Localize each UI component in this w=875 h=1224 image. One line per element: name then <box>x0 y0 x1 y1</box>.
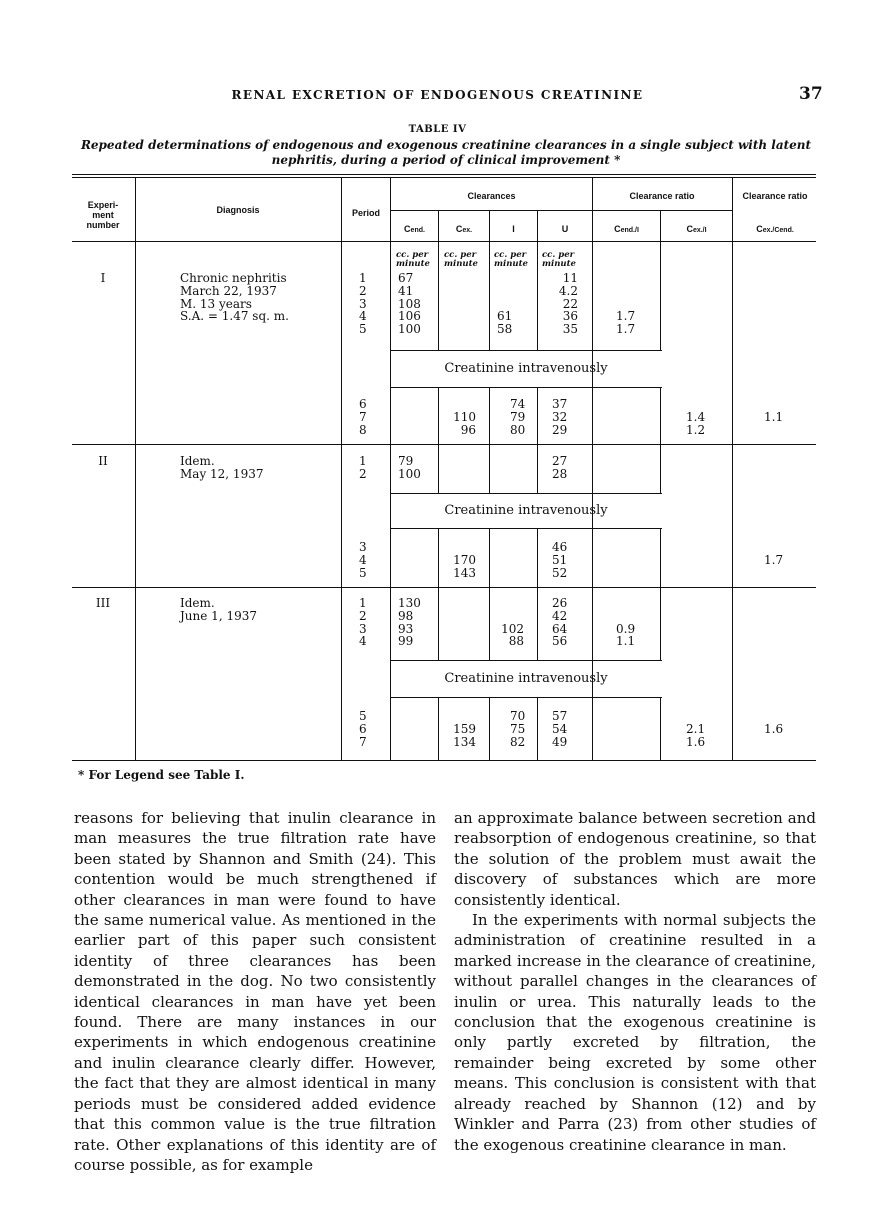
col-rule <box>660 698 661 760</box>
header-ratio-cex-i: Cex./I <box>686 224 707 234</box>
header-subrule-ratio <box>594 210 732 211</box>
banner-rule-bottom <box>390 387 662 388</box>
c-ex-cell: 110 96 <box>453 409 476 437</box>
col-rule <box>537 388 538 444</box>
banner-rule-bottom <box>390 528 662 529</box>
header-clearances: Clearances <box>467 191 516 201</box>
ratio-cex-cend-cell: 1.7 <box>764 552 784 567</box>
table-top-rule-2 <box>72 177 816 178</box>
ratio-cex-i-cell: 2.1 1.6 <box>686 721 706 749</box>
period-cell: 5 6 7 <box>359 709 367 749</box>
banner-rule-bottom <box>390 697 662 698</box>
urea-cell: 27 28 <box>552 454 568 481</box>
unit-label: cc. per minute <box>494 250 528 269</box>
period-cell: 1 2 3 4 5 <box>359 271 367 337</box>
right-text-column <box>454 808 816 1155</box>
ratio-cex-cend-cell: 1.1 <box>764 409 784 424</box>
col-rule <box>489 588 490 660</box>
table-bottom-rule <box>72 760 816 761</box>
experiment-number: II <box>98 454 108 468</box>
diagnosis-cell: Idem. June 1, 1937 <box>180 596 257 623</box>
col-rule <box>537 529 538 587</box>
header-ratio-cend-i: Cend./I <box>614 224 639 234</box>
experiment-divider <box>72 444 816 445</box>
header-period: Period <box>351 208 380 218</box>
col-rule <box>438 388 439 444</box>
col-rule <box>537 242 538 350</box>
creatinine-banner: Creatinine intravenously <box>444 671 608 686</box>
period-cell: 1 2 <box>359 454 367 481</box>
experiment-number: I <box>100 271 106 285</box>
col-rule <box>489 242 490 350</box>
col-rule <box>135 178 136 760</box>
banner-rule-top <box>390 660 662 661</box>
header-c-ex: Cex. <box>455 224 473 234</box>
unit-label: cc. per minute <box>396 250 430 269</box>
ratio-cend-i-cell: 0.9 1.1 <box>616 621 636 649</box>
col-rule <box>660 529 661 587</box>
unit-label: cc. per minute <box>444 250 478 269</box>
paragraph: an approximate balance between secretion and reabsorption of endogenous creatinine, so that the solution of the problem must await the discovery of substances which are more consistently identical. <box>454 809 816 909</box>
col-rule <box>438 445 439 493</box>
inulin-cell: 74 79 80 <box>510 397 526 437</box>
header-inulin: I <box>512 224 515 234</box>
col-rule <box>489 388 490 444</box>
header-c-end: Cend. <box>404 224 425 234</box>
ratio-cex-i-cell: 1.4 1.2 <box>686 409 706 437</box>
banner-rule-top <box>390 493 662 494</box>
inulin-cell: 102 88 <box>501 621 524 649</box>
table-caption: Repeated determinations of endogenous and exogenous creatinine clearances in a single subject with latent nephritis, during a period of clinical improvement * <box>80 138 812 167</box>
urea-cell: 57 54 49 <box>552 709 568 749</box>
paragraph: In the experiments with normal subjects the administration of creatinine resulted in a marked increase in the clearance of creatinine, without parallel changes in the clearances of inulin or urea. This naturally leads to the conclusion that the exogenous creatinine is only partly excreted by filtration, the remainder being excreted by some other means. This conclusion is consistent with that already reached by Shannon (12) and by Winkler and Parra (23) from other studies of the exogenous creatinine clearance in man. <box>454 911 816 1154</box>
experiment-divider <box>72 587 816 588</box>
urea-cell: 26 42 64 56 <box>552 596 568 649</box>
c-ex-cell: 170 143 <box>453 552 476 580</box>
header-clearance-ratio-2: Clearance ratio <box>742 191 808 201</box>
col-rule <box>660 588 661 660</box>
col-rule <box>489 529 490 587</box>
header-clearance-ratio-1: Clearance ratio <box>629 191 695 201</box>
ratio-cend-i-cell: 1.7 1.7 <box>616 309 636 337</box>
c-end-cell: 67 41 108 106 100 <box>398 271 421 337</box>
page-number: 37 <box>799 84 823 104</box>
col-rule <box>537 445 538 493</box>
paragraph: reasons for believing that inulin clearance in man measures the true filtration rate have been stated by Shannon and Smith (24). This contention would be much strengthened if other clearances in man were found to have the same numerical value. As mentioned in the earlier part of this paper such consistent identity of three clearances has been demonstrated in the dog. No two consistently identical clearances in man have yet been found. There are many instances in our experiments in which endogenous creatinine and inulin clearance clearly differ. However, the fact that they are almost identical in many periods must be considered added evidence that this common value is the true filtration rate. Other explanations of this identity are of course possible, as for example <box>74 809 436 1174</box>
inulin-cell: 61 58 <box>497 309 513 337</box>
ratio-cex-cend-cell: 1.6 <box>764 721 784 736</box>
col-rule <box>489 698 490 760</box>
col-rule <box>732 178 733 760</box>
period-cell: 3 4 5 <box>359 540 367 580</box>
urea-cell: 46 51 52 <box>552 540 568 580</box>
diagnosis-cell: Chronic nephritis March 22, 1937 M. 13 years S.A. = 1.47 sq. m. <box>180 271 289 324</box>
c-end-cell: 79 100 <box>398 454 421 481</box>
table-footnote: * For Legend see Table I. <box>78 768 245 782</box>
table-top-rule <box>72 174 816 175</box>
creatinine-banner: Creatinine intravenously <box>444 361 608 376</box>
col-rule <box>660 242 661 350</box>
col-rule <box>660 445 661 493</box>
col-rule <box>660 388 661 444</box>
header-bottom-rule <box>72 241 816 242</box>
col-rule <box>537 588 538 660</box>
banner-rule-top <box>390 350 662 351</box>
header-diagnosis: Diagnosis <box>216 205 260 215</box>
header-urea: U <box>561 224 569 234</box>
experiment-number: III <box>95 596 111 610</box>
left-text-column <box>74 808 436 1175</box>
creatinine-banner: Creatinine intravenously <box>444 503 608 518</box>
col-rule <box>438 242 439 350</box>
col-rule <box>489 445 490 493</box>
col-rule <box>438 588 439 660</box>
c-ex-cell: 159 134 <box>453 721 476 749</box>
diagnosis-cell: Idem. May 12, 1937 <box>180 454 264 481</box>
period-cell: 6 7 8 <box>359 397 367 437</box>
table-label: TABLE IV <box>408 124 467 135</box>
running-head: RENAL EXCRETION OF ENDOGENOUS CREATININE <box>231 88 644 102</box>
urea-cell: 11 4.2 22 36 35 <box>558 271 578 337</box>
header-experiment-number: Experi- ment number <box>86 200 120 230</box>
unit-label: cc. per minute <box>542 250 576 269</box>
period-cell: 1 2 3 4 <box>359 596 367 649</box>
col-rule <box>341 178 342 760</box>
col-rule <box>537 698 538 760</box>
col-rule <box>438 529 439 587</box>
header-ratio-cex-cend: Cex./Cend. <box>756 224 794 234</box>
inulin-cell: 70 75 82 <box>510 709 526 749</box>
urea-cell: 37 32 29 <box>552 397 568 437</box>
c-end-cell: 130 98 93 99 <box>398 596 421 649</box>
col-rule <box>438 698 439 760</box>
